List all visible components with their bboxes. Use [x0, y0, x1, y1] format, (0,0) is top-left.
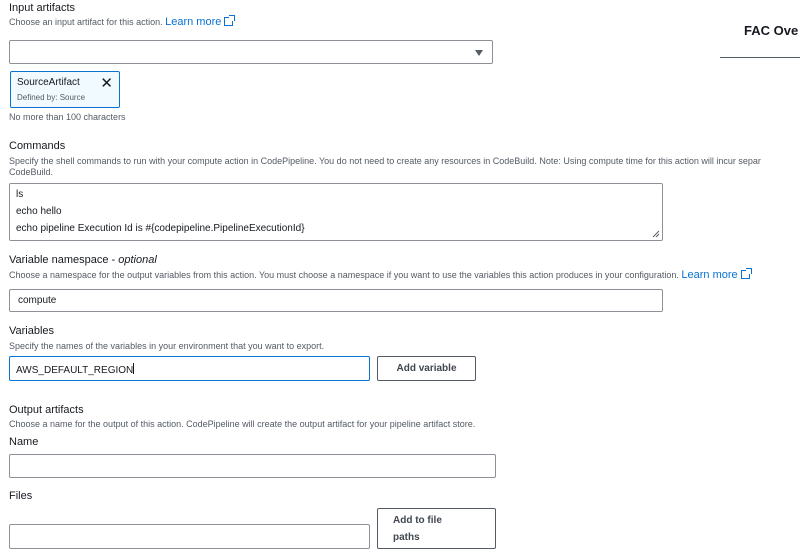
input-artifacts-constraint: No more than 100 characters — [9, 112, 126, 122]
input-artifacts-label: Input artifacts — [9, 2, 76, 14]
variables-description: Specify the names of the variables in your environment that you want to export. — [9, 341, 325, 351]
learn-more-link-text: Learn more — [165, 16, 222, 28]
external-link-icon — [224, 17, 233, 26]
add-to-file-paths-line2: paths — [393, 531, 420, 543]
commands-description-line1: Specify the shell commands to run with your compute action in CodePipeline. You do not need to create any resources in CodeBuild. Note: Using compute time for this action will incur separ — [9, 156, 761, 166]
command-line: echo hello — [16, 206, 62, 217]
optional-marker: optional — [118, 254, 157, 266]
variable-namespace-label — [9, 254, 157, 266]
commands-description-line2: CodeBuild. — [9, 167, 54, 177]
files-input[interactable] — [9, 524, 370, 549]
learn-more-link-text: Learn more — [681, 269, 738, 281]
add-to-file-paths-button[interactable] — [377, 508, 496, 549]
artifact-token — [10, 71, 120, 108]
learn-more-link[interactable] — [165, 16, 233, 28]
text-cursor — [133, 363, 134, 374]
artifact-token-defined-by: Defined by: Source — [17, 93, 86, 102]
output-artifacts-description: Choose a name for the output of this action. CodePipeline will create the output artifact for your pipeline artifact store. — [9, 419, 476, 429]
variable-namespace-input[interactable] — [9, 289, 663, 312]
command-line: ls — [16, 189, 24, 200]
command-line: echo pipeline Execution Id is #{codepipeline.PipelineExecutionId} — [16, 223, 305, 234]
resize-handle-icon[interactable] — [652, 230, 660, 238]
commands-textarea[interactable] — [9, 183, 663, 241]
input-artifacts-description-text: Choose an input artifact for this action. — [9, 17, 163, 27]
variable-name-input[interactable] — [9, 356, 370, 381]
input-artifacts-description — [9, 17, 233, 28]
variable-namespace-label-text: Variable namespace - — [9, 254, 119, 266]
variable-namespace-description — [9, 270, 750, 281]
add-variable-button[interactable]: Add variable — [377, 356, 476, 381]
variable-namespace-description-text: Choose a namespace for the output variables from this action. You must choose a namespace if you want to use the variables this action produces in your configuration. — [9, 270, 679, 280]
side-panel-divider — [720, 57, 800, 58]
remove-token-close-icon[interactable]: ✕ — [100, 75, 113, 92]
variable-namespace-value: compute — [18, 295, 57, 306]
caret-down-icon — [475, 50, 483, 56]
learn-more-link[interactable] — [681, 269, 749, 281]
output-artifacts-label: Output artifacts — [9, 404, 84, 416]
variables-label: Variables — [9, 325, 55, 337]
commands-label: Commands — [9, 140, 66, 152]
add-to-file-paths-line1: Add to file — [393, 514, 442, 526]
files-label: Files — [9, 490, 33, 502]
artifact-token-name: SourceArtifact — [17, 77, 80, 88]
external-link-icon — [741, 270, 750, 279]
variable-name-value: AWS_DEFAULT_REGION — [16, 365, 134, 376]
side-panel-title: FAC Ove — [744, 23, 799, 38]
name-label: Name — [9, 436, 39, 448]
output-name-input[interactable] — [9, 454, 496, 478]
commands-description — [9, 156, 800, 178]
input-artifact-select[interactable] — [9, 40, 493, 64]
